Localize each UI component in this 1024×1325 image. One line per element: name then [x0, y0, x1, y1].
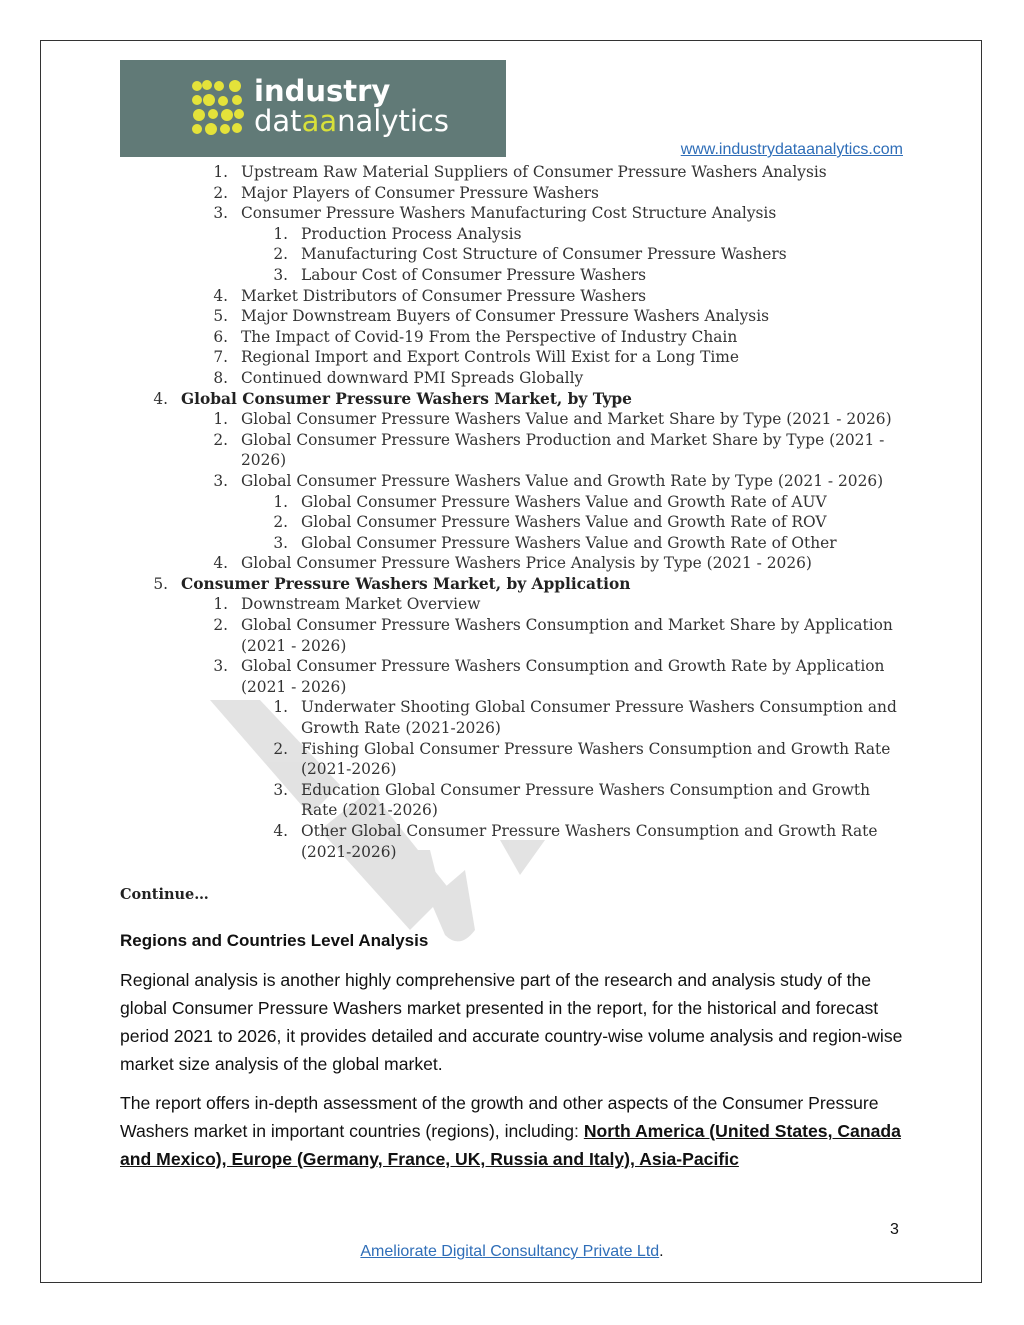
toc-item-text: Major Players of Consumer Pressure Washers [241, 183, 599, 202]
toc-item-text: Global Consumer Pressure Washers Consumption and Growth Rate by Application (2021 - 2026) [241, 657, 885, 696]
toc-item-number: 4. [213, 286, 228, 305]
toc-item-text: Consumer Pressure Washers Market, by Application [181, 574, 631, 593]
toc-item-level2 [120, 594, 900, 615]
toc-item-level3 [120, 697, 900, 738]
toc-item-level2 [120, 409, 900, 430]
logo-wordmark-suffix: nalytics [337, 104, 449, 138]
toc-item-number: 3. [213, 204, 228, 223]
regions-list: North America (United States, Canada and Mexico), Europe (Germany, France, UK, Russia and Italy), Asia-Pacific [120, 1121, 901, 1169]
toc-item-text: Global Consumer Pressure Washers Value and Growth Rate of Other [301, 533, 837, 552]
toc-item-level3 [120, 821, 900, 862]
logo-wordmark-highlight: aa [301, 104, 338, 138]
toc-item-number: 5. [213, 307, 228, 326]
toc-item-number: 3. [273, 533, 288, 552]
toc-item-number: 4. [153, 389, 168, 408]
toc-item-level3 [120, 533, 900, 554]
toc-item-number: 6. [213, 327, 228, 346]
toc-item-number: 3. [213, 471, 228, 490]
toc-item-number: 1. [213, 595, 228, 614]
toc-item-number: 5. [153, 574, 168, 593]
toc-item-level3 [120, 492, 900, 513]
toc-item-text: Consumer Pressure Washers Manufacturing Cost Structure Analysis [241, 204, 777, 223]
logo-dots-icon [191, 80, 247, 136]
toc-item-level2 [120, 430, 900, 471]
paragraph-report-assessment [120, 1089, 910, 1173]
page-number: 3 [890, 1221, 899, 1238]
toc-item-number: 3. [273, 780, 288, 799]
toc-item-level1 [120, 389, 900, 410]
toc-item-text: Underwater Shooting Global Consumer Pressure Washers Consumption and Growth Rate (2021-2026) [301, 698, 897, 738]
toc-item-text: Global Consumer Pressure Washers Market, by Type [181, 389, 632, 408]
toc-item-text: Major Downstream Buyers of Consumer Pressure Washers Analysis [241, 307, 770, 326]
toc-item-level3 [120, 780, 900, 821]
section-heading: Regions and Countries Level Analysis [120, 931, 429, 950]
toc-item-text: The Impact of Covid-19 From the Perspective of Industry Chain [241, 327, 738, 346]
toc-item-number: 2. [273, 245, 288, 264]
toc-item-number: 8. [213, 368, 228, 387]
toc-item-text: Downstream Market Overview [241, 595, 481, 614]
toc-item-level2 [120, 368, 900, 389]
toc-item-text: Labour Cost of Consumer Pressure Washers [301, 265, 646, 284]
website-link[interactable]: www.industrydataanalytics.com [680, 141, 903, 158]
toc-item-text: Global Consumer Pressure Washers Consumption and Market Share by Application (2021 - 2026) [241, 616, 893, 655]
toc-item-text: Regional Import and Export Controls Will Exist for a Long Time [241, 348, 739, 367]
toc-item-level2 [120, 286, 900, 307]
toc-item-level2 [120, 183, 900, 204]
toc-item-level3 [120, 512, 900, 533]
toc-item-text: Global Consumer Pressure Washers Price Analysis by Type (2021 - 2026) [241, 554, 812, 573]
toc-item-level2 [120, 656, 900, 697]
toc-item-text: Global Consumer Pressure Washers Value and Growth Rate by Type (2021 - 2026) [241, 471, 884, 490]
logo-wordmark-prefix: dat [254, 104, 302, 138]
footer [0, 1243, 1024, 1261]
toc-item-level3 [120, 739, 900, 780]
toc-item-number: 3. [273, 265, 288, 284]
toc-item-level2 [120, 347, 900, 368]
continue-text: Continue… [120, 886, 209, 903]
toc-item-level3 [120, 244, 900, 265]
toc-item-text: Education Global Consumer Pressure Washers Consumption and Growth Rate (2021-2026) [301, 780, 871, 820]
toc-item-level2 [120, 615, 900, 656]
toc-item-text: Fishing Global Consumer Pressure Washers Consumption and Growth Rate (2021-2026) [301, 739, 891, 779]
toc-item-number: 3. [213, 657, 228, 676]
company-logo [120, 60, 506, 157]
logo-wordmark-line2 [254, 104, 449, 138]
toc-item-number: 4. [273, 822, 288, 840]
toc-item-number: 1. [273, 492, 288, 511]
toc-item-number: 2. [273, 739, 288, 758]
toc-item-level2 [120, 203, 900, 224]
toc-item-text: Global Consumer Pressure Washers Value and Market Share by Type (2021 - 2026) [241, 410, 892, 429]
toc-item-number: 2. [273, 513, 288, 532]
toc-item-number: 1. [273, 698, 288, 717]
toc-item-number: 7. [213, 348, 228, 367]
toc-item-text: Upstream Raw Material Suppliers of Consumer Pressure Washers Analysis [241, 163, 827, 181]
toc-item-text: Manufacturing Cost Structure of Consumer Pressure Washers [301, 245, 787, 264]
toc-item-level1 [120, 574, 900, 595]
logo-wordmark-line1: industry [254, 74, 391, 108]
toc-item-number: 2. [213, 183, 228, 202]
toc-item-number: 1. [213, 163, 228, 181]
toc-item-level2 [120, 327, 900, 348]
toc-item-level2 [120, 306, 900, 327]
toc-item-text: Other Global Consumer Pressure Washers Consumption and Growth Rate (2021-2026) [301, 822, 878, 861]
toc-item-text: Production Process Analysis [301, 224, 522, 243]
footer-company-link[interactable]: Ameliorate Digital Consultancy Private Ltd [360, 1243, 660, 1260]
toc-item-number: 4. [213, 554, 228, 573]
paragraph-text: The report offers in-depth assessment of the growth and other aspects of the Consumer Pressure Washers market in important countries (regions), including: [120, 1093, 879, 1141]
toc-item-text: Global Consumer Pressure Washers Value and Growth Rate of ROV [301, 513, 827, 532]
toc-item-level2 [120, 553, 900, 574]
toc-item-number: 1. [213, 410, 228, 429]
table-of-contents [120, 162, 900, 862]
toc-item-text: Market Distributors of Consumer Pressure Washers [241, 286, 647, 305]
toc-item-level3 [120, 224, 900, 245]
toc-item-level3 [120, 265, 900, 286]
paragraph-regional-analysis: Regional analysis is another highly comprehensive part of the research and analysis study of the global Consumer Pressure Washers market presented in the report, for the historical and forecast period 2021 to 2026, it provides detailed and accurate country-wise volume analysis and region-wise market size analysis of the global market. [120, 970, 903, 1074]
footer-suffix: . [659, 1243, 664, 1260]
toc-item-number: 1. [273, 224, 288, 243]
toc-item-number: 2. [213, 616, 228, 635]
toc-item-level2 [120, 471, 900, 492]
toc-item-text: Continued downward PMI Spreads Globally [241, 368, 584, 387]
toc-item-text: Global Consumer Pressure Washers Production and Market Share by Type (2021 - 2026) [241, 430, 885, 470]
toc-item-level2 [120, 162, 900, 183]
toc-item-text: Global Consumer Pressure Washers Value and Growth Rate of AUV [301, 492, 827, 511]
toc-item-number: 2. [213, 430, 228, 449]
